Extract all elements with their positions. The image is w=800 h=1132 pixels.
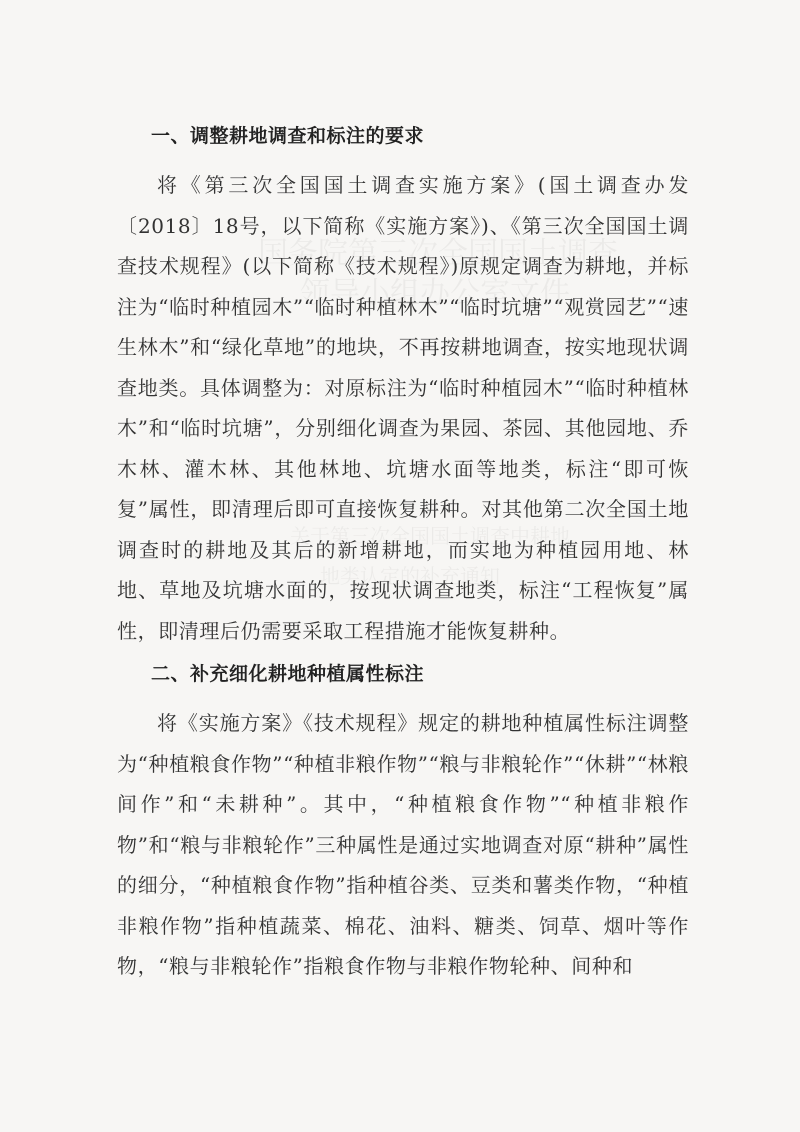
section-paragraph-1: 将《第三次全国国土调查实施方案》(国土调查办发〔2018〕18号，以下简称《实施方案》)、《第三次全国国土调查技术规程》(以下简称《技术规程》)原规定调查为耕地，并标注为“临时种植园木”“临时种植林木”“临时坑塘”“观赏园艺”“速生林木”和“绿化草地”的地块，不再按耕地调查，按实地现状调查地类。具体调整为：对原标注为“临时种植园木”“临时种植林木”和“临时坑塘”，分别细化调查为果园、茶园、其他园地、乔木林、灌木林、其他林地、坑塘水面等地类，标注“即可恢复”属性，即清理后即可直接恢复耕种。对其他第二次全国土地调查时的耕地及其后的新增耕地，而实地为种植园用地、林地、草地及坑塘水面的，按现状调查地类，标注“工程恢复”属性，即清理后仍需要采取工程措施才能恢复耕种。: [117, 173, 689, 643]
section-heading-1: 一、调整耕地调查和标注的要求: [151, 125, 425, 147]
section-heading-2: 二、补充细化耕地种植属性标注: [151, 663, 425, 685]
document-body: [117, 115, 689, 987]
section-paragraph-2: 将《实施方案》《技术规程》规定的耕地种植属性标注调整为“种植粮食作物”“种植非粮作物”“粮与非粮轮作”“休耕”“林粮间作”和“未耕种”。其中，“种植粮食作物”“种植非粮作物”和“粮与非粮轮作”三种属性是通过实地调查对原“耕种”属性的细分，“种植粮食作物”指种植谷类、豆类和薯类作物，“种植非粮作物”指种植蔬菜、棉花、油料、糖类、饲草、烟叶等作物，“粮与非粮轮作”指粮食作物与非粮作物轮种、间种和: [117, 711, 689, 978]
